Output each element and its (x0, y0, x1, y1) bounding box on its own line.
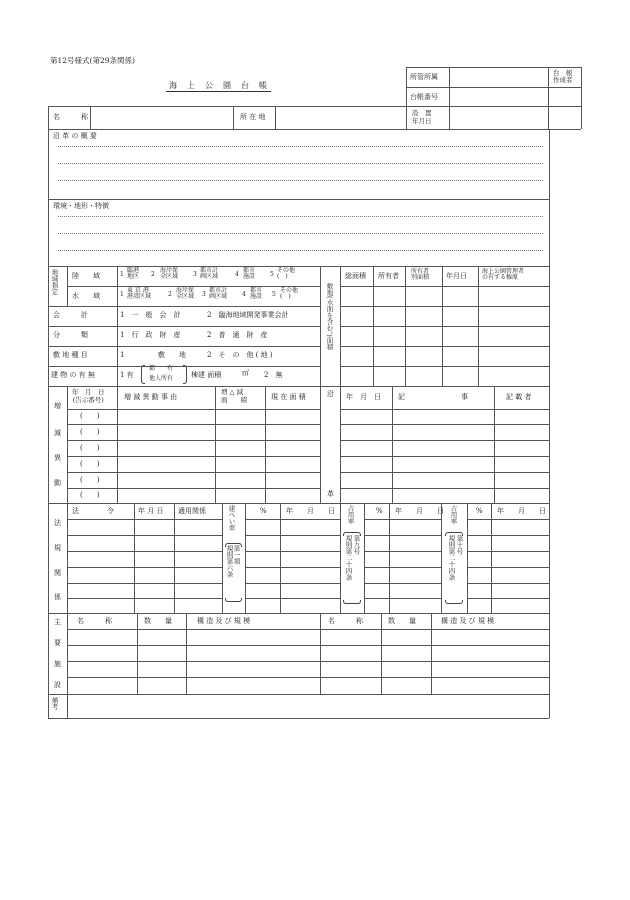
facilities-qty-header-2: 数 量 (388, 617, 416, 625)
classification-opt-administrative[interactable]: 1 行 政 財 産 (120, 331, 181, 339)
changes-label-3: 異 (54, 454, 61, 462)
established-field[interactable] (450, 107, 547, 128)
changes-date-cell[interactable]: ( ) (80, 476, 100, 484)
legal-label-1: 法 (54, 519, 61, 527)
land-area-label: 陸 域 (72, 272, 100, 280)
history-label-1: 沿 (327, 390, 334, 398)
legal-law-header: 法 令 (72, 507, 114, 515)
changes-delta-header: 増 △ 減 面 積 (221, 388, 247, 404)
land-opt-3: 都市計 画区域 (200, 267, 219, 281)
facilities-structure-header: 構 造 及 び 規 模 (197, 617, 251, 625)
water-opt-1: 東 京 港 港湾区域 (127, 287, 152, 301)
site-rights-header: 海上公園管理者 の有する権原 (482, 268, 525, 282)
water-opt-1-num[interactable]: 1 (120, 291, 124, 298)
site-type-opt-1-text: 敷 地 (158, 351, 186, 359)
legal-label-4: 係 (54, 593, 61, 601)
name-label: 名 称 (53, 113, 88, 121)
remarks-label: 備考 (50, 697, 59, 710)
facilities-label-4: 設 (54, 681, 61, 689)
coverage-date-header: 年 月 日 (286, 507, 335, 515)
facilities-structure-header-2: 構 造 及 び 規 模 (441, 617, 495, 625)
classification-opt-general[interactable]: 2 普 通 財 産 (207, 331, 268, 339)
land-opt-1-num[interactable]: 1 (120, 271, 124, 278)
changes-label-4: 動 (54, 479, 61, 487)
land-opt-5-num[interactable]: 5 (270, 271, 274, 278)
land-opt-5: その他 ( ) (277, 267, 296, 281)
facilities-name-header: 名 称 (77, 617, 112, 625)
water-area-label: 水 域 (72, 292, 100, 300)
location-field[interactable] (276, 107, 405, 128)
water-opt-2: 海岸保 全区域 (176, 287, 195, 301)
accounting-opt-development[interactable]: 2 臨海地域開発事業会計 (207, 311, 289, 319)
legal-applicability-header: 適用関係 (178, 507, 206, 515)
land-opt-3-num[interactable]: 3 (193, 271, 197, 278)
site-area-label: 敷地(水面を含む。)面積 (325, 283, 334, 350)
water-opt-5: その他 ( ) (280, 287, 299, 301)
changes-label-1: 増 (54, 402, 61, 410)
changes-current-area-header: 現 在 面 積 (271, 393, 306, 401)
changes-date-cell[interactable]: ( ) (80, 428, 100, 436)
classification-label: 分 類 (53, 331, 88, 339)
land-opt-4-num[interactable]: 4 (235, 271, 239, 278)
occupancy-10-rule: 規則第二十四条 (447, 535, 456, 581)
coverage-ratio-label: 建ぺい率 (227, 505, 236, 531)
changes-date-cell[interactable]: ( ) (80, 412, 100, 420)
coverage-rule-sub: 第一項 (232, 545, 241, 565)
occupancy-10-date-header: 年 月 日 (497, 507, 546, 515)
established-label: 設 置 年月日 (412, 109, 432, 126)
ledger-number-label: 台帳番号 (410, 93, 438, 101)
occupancy-9-label: 占用率 (346, 505, 355, 525)
coverage-rule: 規則第六条 (225, 545, 234, 578)
water-opt-4-num[interactable]: 4 (242, 291, 246, 298)
office-label: 所管所属 (410, 73, 438, 81)
coverage-pct: % (260, 507, 267, 515)
changes-reason-header: 増 減 異 動 事 由 (124, 393, 178, 401)
occupancy-9-pct: % (376, 507, 383, 515)
occupancy-9-rule: 規則第二十四条 (344, 535, 353, 581)
facilities-qty-header: 数 量 (144, 617, 172, 625)
history-entry-header: 記 事 (398, 393, 468, 401)
ledger-creator-label: 台 帳 作成者 (553, 69, 573, 84)
land-opt-4: 都市 施設 (243, 267, 256, 281)
facilities-name-header-2: 名 称 (328, 617, 363, 625)
occupancy-10-pct: % (476, 507, 483, 515)
location-label: 所 在 地 (240, 113, 266, 121)
form-number: 第12号様式(第29条関係) (50, 56, 135, 65)
land-opt-2: 海岸保 全区域 (160, 267, 179, 281)
legal-date-header: 年 月 日 (138, 507, 164, 515)
changes-date-header: 年 月 日 (告示番号) (72, 388, 105, 404)
changes-date-cell[interactable]: ( ) (80, 444, 100, 452)
history-date-header: 年 月 日 (346, 393, 381, 401)
water-opt-3: 都市計 画区域 (209, 287, 228, 301)
changes-date-cell[interactable]: ( ) (80, 460, 100, 468)
legal-label-3: 関 (54, 569, 61, 577)
water-opt-3-num[interactable]: 3 (202, 291, 206, 298)
legal-label-2: 規 (54, 544, 61, 552)
land-opt-1: 臨港 地区 (127, 267, 140, 281)
occupancy-10-label: 占用率 (449, 505, 458, 525)
building-opt-none[interactable]: 2 無 (264, 371, 283, 379)
water-opt-4: 都市 施設 (250, 287, 263, 301)
changes-label-2: 減 (54, 429, 61, 437)
facilities-label-3: 施 (54, 660, 61, 668)
history-recorder-header: 記 載 者 (506, 393, 532, 401)
site-total-area-header: 総面積 (345, 272, 366, 280)
occupancy-9-date-header: 年 月 日 (395, 507, 444, 515)
name-field[interactable] (91, 107, 232, 128)
occupancy-9-rule-sub: 第九号 (352, 535, 361, 555)
building-area-unit: ㎡ (242, 369, 249, 377)
water-opt-2-num[interactable]: 2 (168, 291, 172, 298)
area-designation-label: 地域指定 (50, 269, 59, 295)
land-opt-2-num[interactable]: 2 (151, 271, 155, 278)
building-owner-other: 他人所有 (149, 375, 174, 382)
site-type-opt-2[interactable]: 2 そ の 他 ( 地 ) (207, 351, 273, 359)
environment-label: 環境・地形・特徴 (53, 202, 109, 210)
site-owner-area-header: 所有者 別面積 (411, 268, 430, 282)
site-type-opt-1[interactable]: 1 (120, 351, 125, 359)
accounting-opt-general[interactable]: 1 一 般 会 計 (120, 311, 181, 319)
building-owner-metro: 都 有 (149, 365, 174, 372)
history-label-2: 革 (327, 490, 334, 498)
accounting-label: 会 計 (53, 311, 88, 319)
site-date-header: 年月日 (446, 272, 467, 280)
site-owner-header: 所有者 (378, 272, 399, 280)
facilities-label-1: 主 (54, 618, 61, 626)
building-opt-exists[interactable]: 1 有 (120, 371, 134, 379)
water-opt-5-num[interactable]: 5 (272, 291, 276, 298)
site-type-label: 敷 地 種 目 (53, 351, 88, 359)
building-area-label: 棟建 面積 (191, 371, 222, 379)
changes-date-cell[interactable]: ( ) (80, 491, 100, 499)
ledger-title: 海 上 公 園 台 帳 (166, 82, 271, 92)
occupancy-10-rule-sub: 第十号 (455, 535, 464, 555)
remarks-field[interactable] (68, 695, 548, 717)
building-label: 建 物 の 有 無 (51, 371, 95, 379)
facilities-label-2: 要 (54, 639, 61, 647)
history-overview-label: 沿 革 の 概 要 (53, 132, 97, 140)
